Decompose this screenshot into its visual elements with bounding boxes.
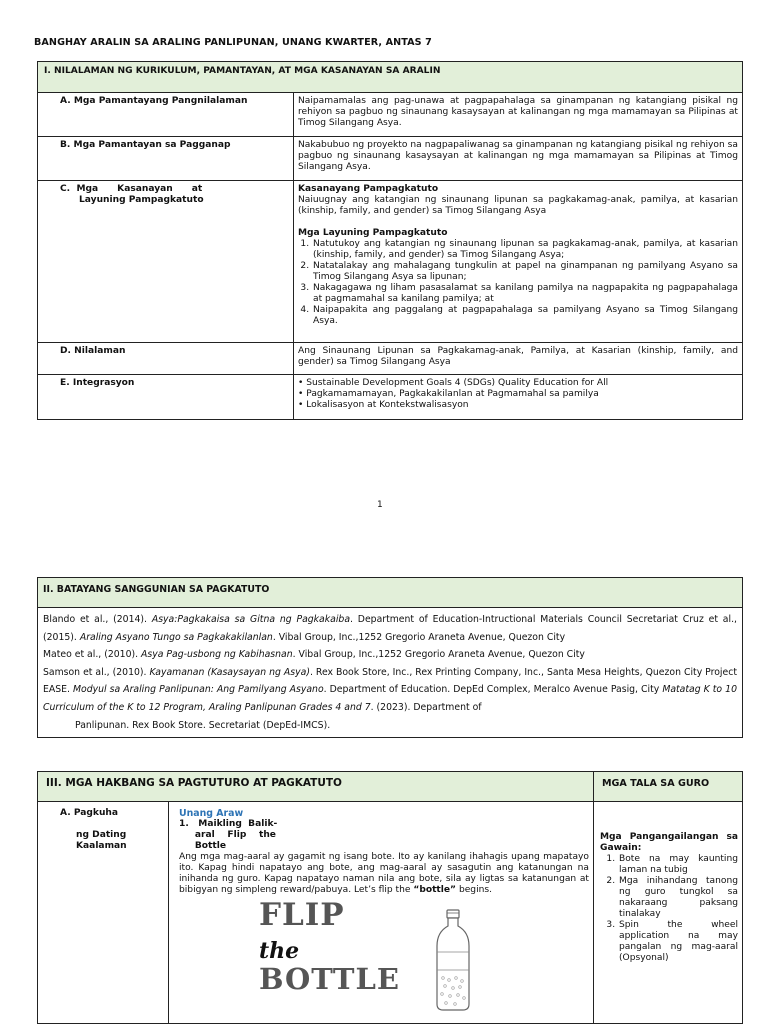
row-label-nilalaman: D. Nilalaman xyxy=(38,343,294,375)
layunin-item: 1. Natutukoy ang katangian ng sinaunang lipunan sa pagkakamag-anak, pamilya, at kasarian (kinship, family, and gender) sa Timog Silangang Asya; xyxy=(312,239,738,261)
layunin-list xyxy=(298,239,738,327)
activity-bold: “bottle” xyxy=(413,885,457,895)
layunin-item: 4. Naipapakita ang paggalang at pagpapahalaga sa pamilyang Asyano sa Timog Silangang Asya. xyxy=(312,305,738,327)
section2-header: II. BATAYANG SANGGUNIAN SA PAGKATUTO xyxy=(38,578,743,608)
activity-cell xyxy=(169,802,594,1024)
row-label-pangnilalaman: A. Mga Pamantayang Pangnilalaman xyxy=(38,93,294,137)
row-value-kasanayan xyxy=(294,181,743,343)
row-label-pagganap: B. Mga Pamantayan sa Pagganap xyxy=(38,137,294,181)
row-label-integrasyon: E. Integrasyon xyxy=(38,375,294,420)
notes-header: MGA TALA SA GURO xyxy=(594,772,743,802)
ref-pre: Mateo et al., (2010). xyxy=(43,649,142,661)
step-label-a-sub: ng Dating Kaalaman xyxy=(76,830,127,851)
kasanayan-title: Kasanayang Pampagkatuto xyxy=(298,184,439,194)
activity-end: begins. xyxy=(456,885,492,895)
ref-pre: Samson et al., (2010). xyxy=(43,666,150,678)
ref-post: . Rex Book Store, Inc., Rex Printing Company, Inc., Santa Mesa Heights, Quezon City Project EASE. xyxy=(43,666,737,696)
row-value-nilalaman: Ang Sinaunang Lipunan sa Pagkakamag-anak, Pamilya, at Kasarian (kinship, family, and gender) sa Timog Silangang Asya xyxy=(294,343,743,375)
layunin-item: 2. Natatalakay ang mahalagang tungkulin at papel na ginampanan ng pamilyang Asyano sa Timog Silangang Asya sa lipunan; xyxy=(312,261,738,283)
section3-header: III. MGA HAKBANG SA PAGTUTURO AT PAGKATUTO xyxy=(38,772,594,802)
references-table xyxy=(37,577,743,738)
references-cell xyxy=(38,608,743,738)
notes-item: 3. Spin the wheel application na may pangalan ng mag-aaral (Opsyonal) xyxy=(618,920,738,964)
row-label-kasanayan: C. Mga Kasanayan at Layuning Pampagkatuto xyxy=(38,181,294,343)
notes-item: 1. Bote na may kaunting laman na tubig xyxy=(618,854,738,876)
day-label: Unang Araw xyxy=(179,808,244,819)
ref-post: . Vibal Group, Inc.,1252 Gregorio Araneta Avenue, Quezon City xyxy=(272,631,566,643)
step-label-cell xyxy=(38,802,169,1024)
row-value-integrasyon xyxy=(294,375,743,420)
ref-pre: Blando et al., (2014). xyxy=(43,614,152,625)
layunin-title: Mga Layuning Pampagkatuto xyxy=(298,228,448,238)
art-bottle-word: BOTTLE xyxy=(259,962,400,996)
row-value-pagganap: Nakabubuo ng proyekto na nagpapaliwanag sa ginampanan ng katangiang pisikal ng rehiyon sa pagbuo ng sinaunang kasaysayan at kalinangan ng mga mamamayan sa Pilipinas at Timog Silangang Asya. xyxy=(294,137,743,181)
art-the-word: the xyxy=(259,938,300,964)
activity-description xyxy=(179,852,589,896)
step-label-a: A. Pagkuha xyxy=(60,808,119,818)
notes-list xyxy=(600,854,738,964)
document-title: BANGHAY ARALIN SA ARALING PANLIPUNAN, UNANG KWARTER, ANTAS 7 xyxy=(34,37,432,48)
integrasyon-list xyxy=(298,378,738,411)
notes-title: Mga Pangangailangan sa Gawain: xyxy=(600,832,738,853)
ref-post: . Department of Education-Intructional Materials Council Secretariat Cruz et al., (2015). xyxy=(43,614,738,643)
flip-the-bottle-art xyxy=(259,897,479,1020)
reference-last-line: Panlipunan. Rex Book Store. Secretariat (DepEd-IMCS). xyxy=(75,719,331,731)
reference-item xyxy=(43,646,737,664)
ref-title: Modyul sa Araling Panlipunan: Ang Pamilyang Asyano xyxy=(73,684,324,696)
section1-header: I. NILALAMAN NG KURIKULUM, PAMANTAYAN, AT MGA KASANAYAN SA ARALIN xyxy=(38,62,743,93)
integrasyon-item: • Lokalisasyon at Kontekstwalisasyon xyxy=(298,400,738,411)
reference-item xyxy=(43,664,737,717)
ref-title: Araling Asyano Tungo sa Pagkakakilanlan xyxy=(79,631,273,643)
ref-title: Matatag K to 10 Curriculum of the K to 12 Program, Araling Panlipunan Grades 4 and 7 xyxy=(43,684,737,713)
activity-title: 1. Maikling Balik- aral Flip the Bottle xyxy=(179,819,278,851)
references-text xyxy=(43,611,737,646)
integrasyon-item: • Sustainable Development Goals 4 (SDGs) Quality Education for All xyxy=(298,378,738,389)
kasanayan-text: Naiuugnay ang katangian ng sinaunang lipunan sa pagkakamag-anak, pamilya, at kasarian (kinship, family, and gender) sa Timog Silangang Asya xyxy=(298,195,738,216)
row-value-pangnilalaman: Naipamamalas ang pag-unawa at pagpapahalaga sa ginampanan ng katangiang pisikal ng rehiyon sa pagbuo ng sinaunang kasaysayan at kalinangan ng mga mamamayan sa Pilipinas at Timog Silangang Asya. xyxy=(294,93,743,137)
ref-post: . Department of Education. DepEd Complex, Meralco Avenue Pasig, City xyxy=(323,684,663,696)
steps-table xyxy=(37,771,743,1024)
activity-text: Ang mga mag-aaral ay gagamit ng isang bote. Ito ay kanilang ihahagis upang mapatayo ito. Kapag hindi napatayo ang bote, ang mag-aaral ay sasagutin ang katanungan na inihanda ng guro. Kapag napatayo naman nila ang bote, sila ay ligtas sa katanungan at bibigyan ng simpleng reward/pabuya. Let’s flip the xyxy=(179,852,589,895)
curriculum-table xyxy=(37,61,743,420)
integrasyon-item: • Pagkamamamayan, Pagkakakilanlan at Pagmamahal sa pamilya xyxy=(298,389,738,400)
layunin-item: 3. Nakagagawa ng liham pasasalamat sa kanilang pamilya na nagpapakita ng pagpapahalaga at pagmamahal sa kanilang pamilya; at xyxy=(312,283,738,305)
ref-post: . Vibal Group, Inc.,1252 Gregorio Araneta Avenue, Quezon City xyxy=(292,649,585,661)
ref-title: Kayamanan (Kasaysayan ng Asya) xyxy=(149,666,310,678)
notes-cell xyxy=(594,802,743,1024)
notes-item: 2. Mga inihandang tanong ng guro tungkol sa nakaraang paksang tinalakay xyxy=(618,876,738,920)
ref-title: Asya Pag-usbong ng Kabihasnan xyxy=(141,649,293,661)
ref-post: . (2023). Department of xyxy=(370,701,482,713)
ref-title: Asya:Pagkakaisa sa Gitna ng Pagkakaiba xyxy=(151,614,351,625)
bottle-icon xyxy=(431,908,475,1012)
art-flip-word: FLIP xyxy=(259,897,345,933)
page-number: 1 xyxy=(377,500,383,510)
